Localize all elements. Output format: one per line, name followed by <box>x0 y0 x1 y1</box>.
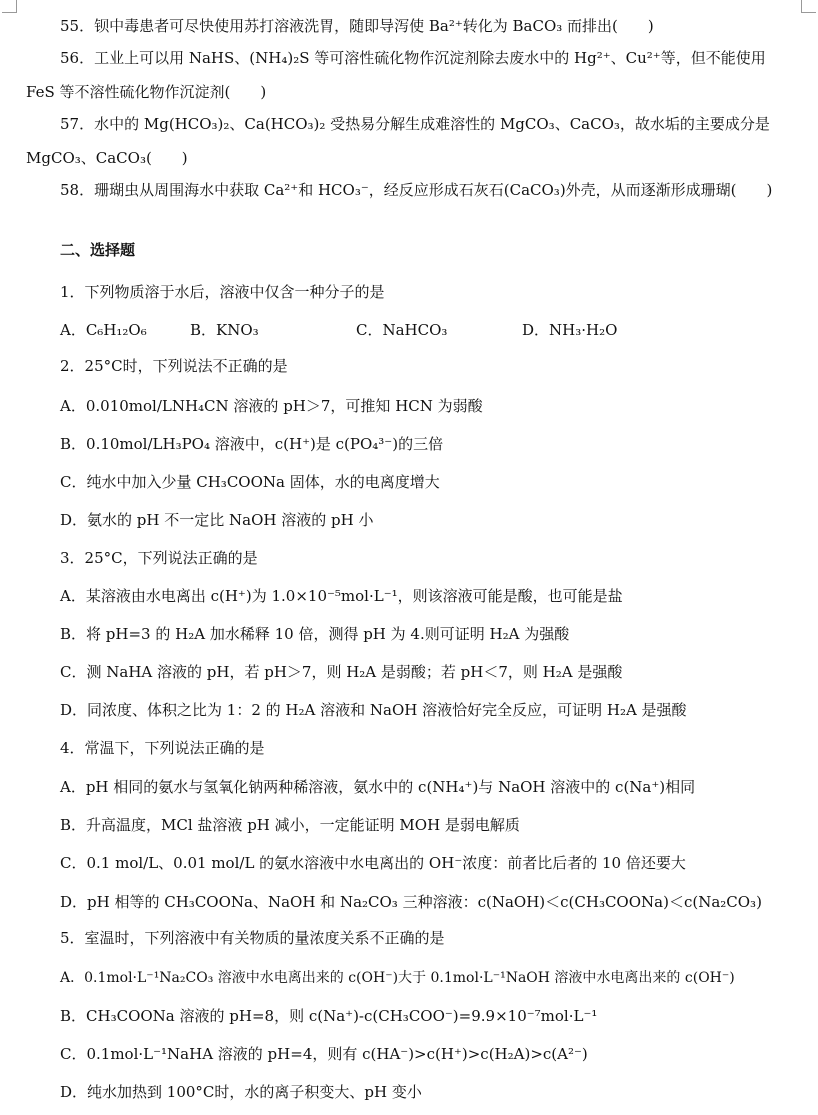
question-stem-3: 3．25°C，下列说法正确的是 <box>60 549 258 567</box>
question-stem-4: 4．常温下，下列说法正确的是 <box>60 739 265 757</box>
question-2-option-d: D．氨水的 pH 不一定比 NaOH 溶液的 pH 小 <box>60 511 374 529</box>
question-5-option-d: D．纯水加热到 100°C时，水的离子积变大、pH 变小 <box>60 1083 422 1101</box>
question-2-option-c: C．纯水中加入少量 CH₃COONa 固体，水的电离度增大 <box>60 473 440 491</box>
judgement-item-55: 55．钡中毒患者可尽快使用苏打溶液洗胃，随即导泻使 Ba²⁺转化为 BaCO₃ 而排出( ) <box>60 17 654 35</box>
judgement-item-57-line1: 57．水中的 Mg(HCO₃)₂、Ca(HCO₃)₂ 受热易分解生成难溶性的 MgCO₃、CaCO₃，故水垢的主要成分是 <box>60 115 770 133</box>
question-4-option-d: D．pH 相等的 CH₃COONa、NaOH 和 Na₂CO₃ 三种溶液：c(NaOH)＜c(CH₃COONa)＜c(Na₂CO₃) <box>60 893 762 911</box>
judgement-item-56-line2: FeS 等不溶性硫化物作沉淀剂( ) <box>26 83 267 101</box>
question-3-option-d: D．同浓度、体积之比为 1：2 的 H₂A 溶液和 NaOH 溶液恰好完全反应，可证明 H₂A 是强酸 <box>60 701 687 719</box>
question-1-options <box>60 320 760 340</box>
question-4-option-c: C．0.1 mol/L、0.01 mol/L 的氨水溶液中水电离出的 OH⁻浓度：前者比后者的 10 倍还要大 <box>60 854 686 872</box>
question-3-option-a: A．某溶液由水电离出 c(H⁺)为 1.0×10⁻⁵mol·L⁻¹，则该溶液可能是酸，也可能是盐 <box>60 587 623 605</box>
question-1-option-c: C．NaHCO₃ <box>356 321 448 339</box>
question-1-option-b: B．KNO₃ <box>190 321 259 339</box>
question-1-option-d: D．NH₃·H₂O <box>522 321 618 339</box>
page-corner-mark-left <box>2 0 17 13</box>
question-1-option-a: A．C₆H₁₂O₆ <box>60 321 147 339</box>
section-title: 二、选择题 <box>60 241 136 259</box>
question-stem-5: 5．室温时，下列溶液中有关物质的量浓度关系不正确的是 <box>60 929 445 947</box>
judgement-item-58: 58．珊瑚虫从周围海水中获取 Ca²⁺和 HCO₃⁻，经反应形成石灰石(CaCO₃)外壳，从而逐渐形成珊瑚( ) <box>60 181 773 199</box>
question-5-option-c: C．0.1mol·L⁻¹NaHA 溶液的 pH=4，则有 c(HA⁻)>c(H⁺)>c(H₂A)>c(A²⁻) <box>60 1045 588 1063</box>
judgement-item-56-line1: 56．工业上可以用 NaHS、(NH₄)₂S 等可溶性硫化物作沉淀剂除去废水中的 Hg²⁺、Cu²⁺等，但不能使用 <box>60 49 766 67</box>
question-4-option-a: A．pH 相同的氨水与氢氧化钠两种稀溶液，氨水中的 c(NH₄⁺)与 NaOH 溶液中的 c(Na⁺)相同 <box>60 778 696 796</box>
question-3-option-c: C．测 NaHA 溶液的 pH，若 pH＞7，则 H₂A 是弱酸；若 pH＜7，则 H₂A 是强酸 <box>60 663 623 681</box>
question-4-option-b: B．升高温度，MCl 盐溶液 pH 减小，一定能证明 MOH 是弱电解质 <box>60 816 520 834</box>
question-2-option-a: A．0.010mol/LNH₄CN 溶液的 pH＞7，可推知 HCN 为弱酸 <box>60 397 483 415</box>
question-stem-2: 2．25°C时，下列说法不正确的是 <box>60 357 288 375</box>
question-2-option-b: B．0.10mol/LH₃PO₄ 溶液中，c(H⁺)是 c(PO₄³⁻)的三倍 <box>60 435 444 453</box>
question-5-option-b: B．CH₃COONa 溶液的 pH=8，则 c(Na⁺)-c(CH₃COO⁻)=9.9×10⁻⁷mol·L⁻¹ <box>60 1007 598 1025</box>
judgement-item-57-line2: MgCO₃、CaCO₃( ) <box>26 149 188 167</box>
question-5-option-a: A．0.1mol·L⁻¹Na₂CO₃ 溶液中水电离出来的 c(OH⁻)大于 0.1mol·L⁻¹NaOH 溶液中水电离出来的 c(OH⁻) <box>60 970 735 986</box>
page-corner-mark-right <box>801 0 816 13</box>
question-3-option-b: B．将 pH=3 的 H₂A 加水稀释 10 倍，测得 pH 为 4.则可证明 H₂A 为强酸 <box>60 625 570 643</box>
question-stem-1: 1．下列物质溶于水后，溶液中仅含一种分子的是 <box>60 283 385 301</box>
